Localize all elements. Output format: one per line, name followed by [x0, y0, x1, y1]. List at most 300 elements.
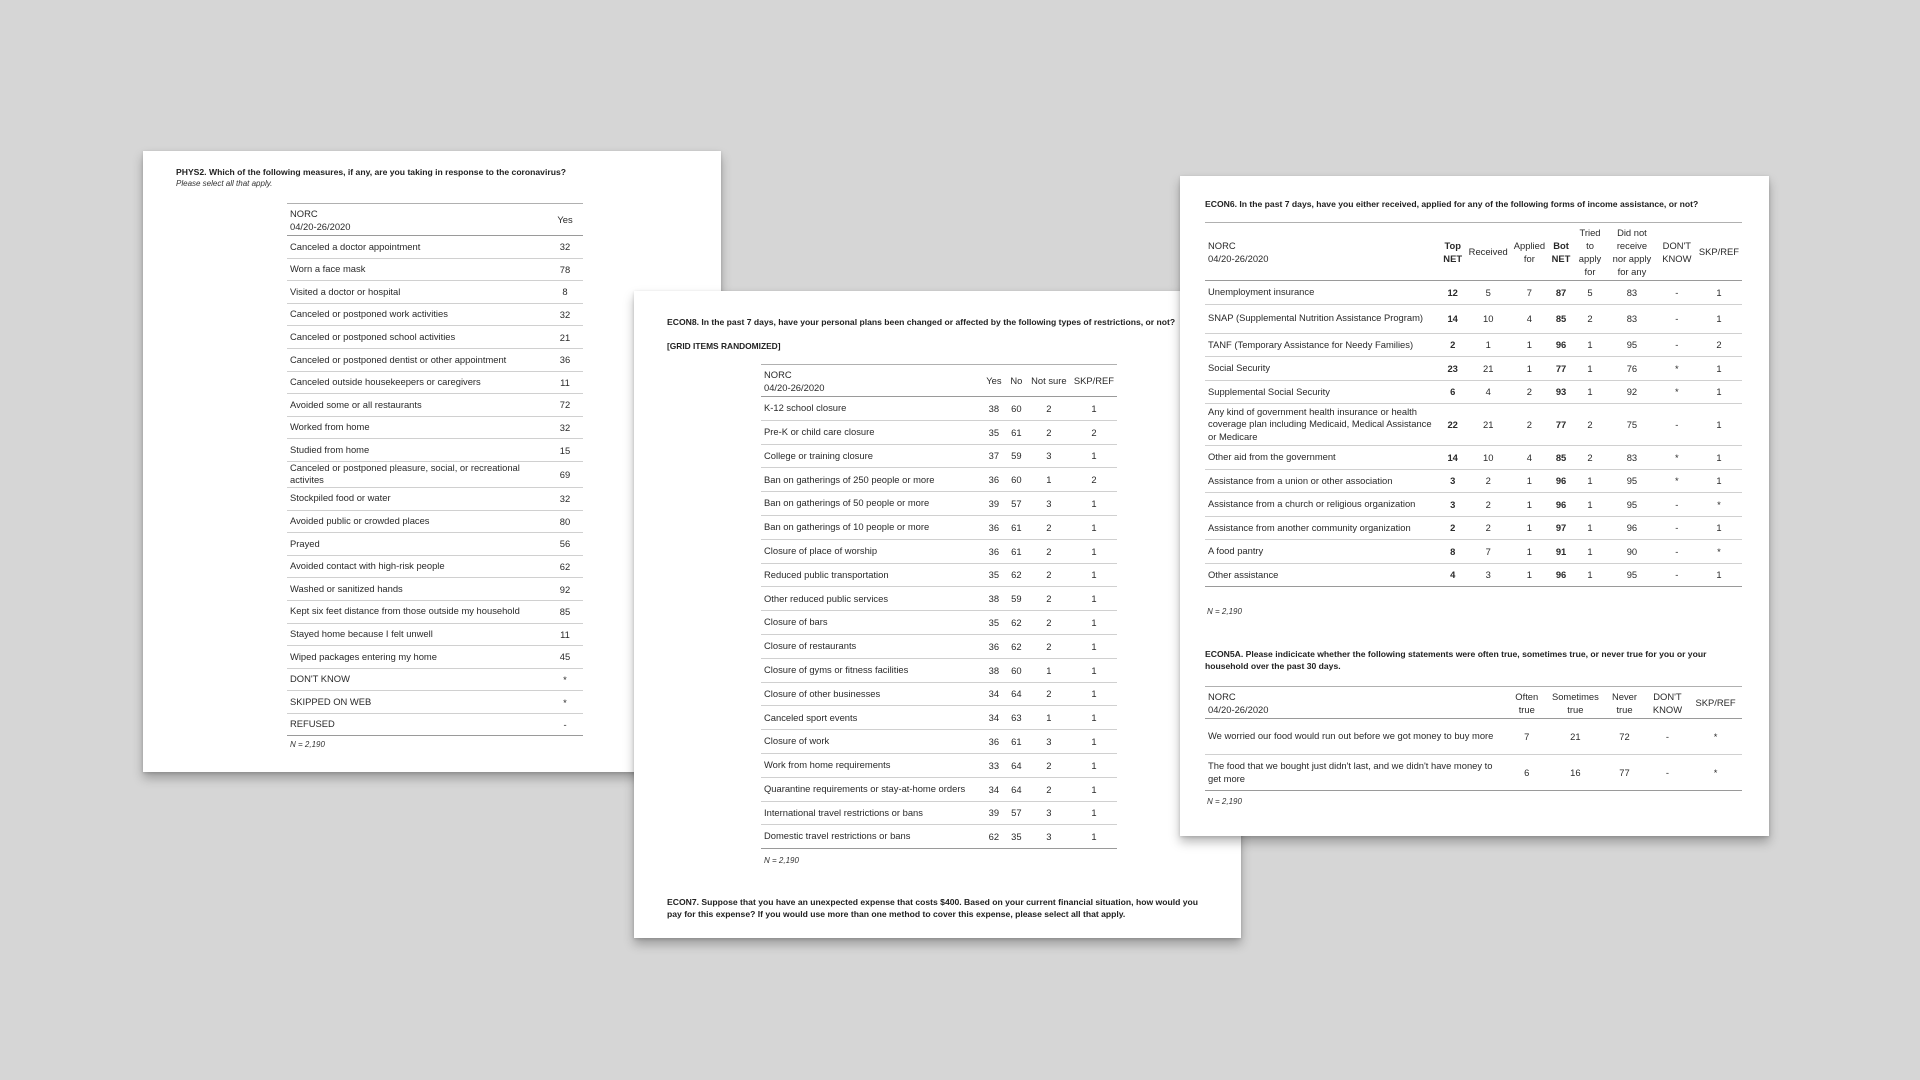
row-label: REFUSED [290, 718, 335, 730]
cell-value: 22 [1447, 419, 1458, 430]
sample-size-note: N = 2,190 [1207, 607, 1242, 616]
cell-value: 1 [1587, 522, 1593, 534]
cell-value: 2 [1046, 521, 1052, 533]
row-label: Any kind of government health insurance or health coverage plan including Medicaid, Medical Assistance or Medicare [1208, 405, 1432, 442]
cell-value: 96 [1555, 475, 1567, 487]
row-label: Pre-K or child care closure [764, 425, 875, 437]
cell-value: 62 [1011, 640, 1022, 652]
table-row [287, 236, 583, 259]
cell-value: 36 [559, 354, 571, 366]
row-label: Canceled or postponed school activities [290, 330, 456, 342]
header-date: 04/20-26/2020 [290, 220, 351, 232]
cell-value: 78 [559, 263, 571, 275]
econ5a-question-title: ECON5A. Please indicicate whether the following statements were often true, sometimes true, or never true for you or your household over the past 30 days. [1205, 649, 1707, 671]
cell-value: 1 [1587, 475, 1593, 487]
header-col: Received [1468, 246, 1508, 257]
cell-value: 1 [1091, 736, 1097, 748]
table-row [1205, 516, 1742, 540]
cell-value: 95 [1626, 569, 1638, 581]
table-row [1205, 446, 1742, 470]
cell-value: 61 [1011, 426, 1022, 438]
row-label: Other reduced public services [764, 592, 889, 604]
sample-size-note: N = 2,190 [290, 740, 325, 749]
cell-value: 11 [560, 628, 570, 640]
cell-value: 21 [559, 331, 571, 343]
table-row [761, 468, 1117, 492]
row-label: Canceled or postponed work activities [290, 308, 448, 320]
cell-value: 2 [1587, 451, 1593, 463]
table-row [287, 416, 583, 439]
header-col: Not sure [1031, 375, 1067, 386]
cell-value: - [1675, 313, 1679, 324]
cell-value: 76 [1626, 362, 1638, 374]
row-label: Quarantine requirements or stay-at-home orders [764, 782, 966, 794]
cell-value: 3 [1046, 498, 1052, 510]
table-row [1205, 357, 1742, 381]
cell-value: 87 [1555, 286, 1567, 298]
table-row [287, 578, 583, 601]
row-label: Ban on gatherings of 10 people or more [764, 521, 930, 533]
header-col: Bot NET [1551, 239, 1571, 264]
header-org: NORC [1208, 690, 1236, 702]
cell-value: 1 [1091, 831, 1097, 843]
cell-value: 59 [1011, 450, 1022, 462]
cell-value: 1 [1091, 498, 1097, 510]
cell-value: 92 [559, 583, 571, 595]
row-label: Ban on gatherings of 250 people or more [764, 473, 935, 485]
cell-value: - [1675, 545, 1679, 557]
cell-value: - [1675, 498, 1679, 510]
table-row [287, 281, 583, 304]
cell-value: 2 [1046, 426, 1052, 438]
table-row [761, 730, 1117, 754]
cell-value: * [1675, 386, 1679, 398]
row-label: College or training closure [764, 449, 873, 461]
cell-value: * [1713, 767, 1718, 778]
cell-value: 38 [988, 402, 1000, 414]
table-row [761, 634, 1117, 658]
cell-value: 1 [1091, 807, 1097, 819]
row-label: Domestic travel restrictions or bans [764, 830, 911, 842]
table-row [761, 492, 1117, 516]
cell-value: 2 [1091, 426, 1097, 438]
cell-value: 96 [1555, 339, 1567, 351]
cell-value: 2 [1046, 640, 1052, 652]
cell-value: 1 [1046, 474, 1052, 486]
table-row [287, 555, 583, 578]
document-page-econ8 [634, 291, 1241, 938]
question-title: PHYS2. Which of the following measures, if any, are you taking in response to the coronavirus? [176, 167, 566, 177]
table-row [761, 587, 1117, 611]
header-col: Applied for [1513, 239, 1546, 264]
cell-value: 2 [1046, 759, 1052, 771]
cell-value: * [1675, 451, 1679, 463]
cell-value: 83 [1626, 286, 1638, 298]
cell-value: 36 [988, 545, 1000, 557]
cell-value: 2 [1046, 783, 1052, 795]
econ5a-table [1205, 686, 1742, 791]
cell-value: 92 [1626, 386, 1638, 398]
header-date: 04/20-26/2020 [1208, 252, 1269, 264]
cell-value: 21 [1570, 731, 1581, 742]
cell-value: 35 [988, 617, 1000, 629]
table-row [287, 623, 583, 646]
cell-value: 62 [988, 831, 1000, 843]
row-label: Canceled or postponed dentist or other appointment [290, 353, 507, 365]
cell-value: 2 [1046, 593, 1052, 605]
cell-value: 2 [1526, 419, 1533, 430]
cell-value: 1 [1091, 521, 1097, 533]
cell-value: 61 [1011, 736, 1022, 748]
cell-value: 93 [1555, 386, 1567, 398]
header-date: 04/20-26/2020 [764, 381, 825, 393]
row-label: Assistance from another community organization [1208, 521, 1411, 533]
phys2-table [287, 203, 583, 736]
cell-value: 1 [1091, 402, 1097, 414]
cell-value: 34 [988, 688, 1000, 700]
header-col: SKP/REF [1698, 246, 1739, 257]
cell-value: 2 [1046, 617, 1052, 629]
header-col: SKP/REF [1695, 697, 1736, 708]
table-row [761, 397, 1117, 421]
cell-value: 85 [1555, 313, 1567, 324]
cell-value: 1 [1091, 783, 1097, 795]
cell-value: 4 [1485, 386, 1491, 398]
cell-value: 96 [1555, 569, 1567, 581]
table-row [287, 371, 583, 394]
row-label: Stayed home because I felt unwell [290, 628, 433, 640]
cell-value: 1 [1091, 545, 1097, 557]
cell-value: 2 [1485, 475, 1491, 487]
econ5a-sample-size-note: N = 2,190 [1207, 797, 1242, 806]
table-row [1205, 404, 1742, 446]
cell-value: 6 [1524, 767, 1530, 778]
table-row [1205, 380, 1742, 404]
cell-value: 95 [1626, 475, 1638, 487]
row-label: A food pantry [1208, 545, 1264, 556]
cell-value: - [1675, 339, 1679, 351]
cell-value: 11 [560, 376, 570, 388]
cell-value: 1 [1526, 522, 1533, 534]
table-row [1205, 493, 1742, 517]
row-label: Closure of place of worship [764, 544, 878, 556]
cell-value: * [1717, 498, 1721, 510]
cell-value: 56 [559, 538, 571, 550]
table-row [287, 646, 583, 669]
cell-value: 16 [1570, 767, 1581, 778]
row-label: Canceled a doctor appointment [290, 240, 421, 252]
cell-value: 4 [1450, 569, 1456, 581]
cell-value: * [1717, 545, 1721, 557]
cell-value: 8 [562, 286, 568, 298]
cell-value: 3 [1046, 736, 1052, 748]
cell-value: 64 [1011, 759, 1022, 771]
table-row [761, 563, 1117, 587]
cell-value: * [1713, 731, 1718, 742]
table-row [287, 439, 583, 462]
cell-value: 36 [988, 640, 1000, 652]
cell-value: * [563, 696, 567, 708]
cell-value: 2 [1046, 569, 1052, 581]
cell-value: 57 [1011, 498, 1022, 510]
row-label: Closure of work [764, 735, 830, 747]
row-label: Closure of gyms or fitness facilities [764, 663, 909, 675]
cell-value: 59 [1011, 593, 1022, 605]
row-label: Stockpiled food or water [290, 492, 391, 504]
cell-value: 60 [1011, 402, 1022, 414]
cell-value: - [1675, 569, 1679, 581]
table-row [287, 691, 583, 714]
cell-value: 1 [1526, 475, 1533, 487]
cell-value: * [1675, 475, 1679, 487]
next-question-title: ECON7. Suppose that you have an unexpected expense that costs $400. Based on your current financial situation, how would you pay for this expense? If you would use more than one method to cover this expense, please select all that apply. [667, 897, 1199, 919]
cell-value: * [1675, 362, 1679, 374]
cell-value: 2 [1046, 402, 1052, 414]
table-row [1205, 563, 1742, 587]
table-row [287, 510, 583, 533]
row-label: Washed or sanitized hands [290, 582, 403, 594]
row-label: Ban on gatherings of 50 people or more [764, 497, 930, 509]
cell-value: 3 [1046, 450, 1052, 462]
cell-value: - [1675, 419, 1679, 430]
cell-value: 1 [1526, 569, 1533, 581]
cell-value: 1 [1091, 712, 1097, 724]
cell-value: 77 [1555, 362, 1567, 374]
econ8-table [761, 364, 1117, 849]
cell-value: 1 [1046, 712, 1052, 724]
row-label: Reduced public transportation [764, 568, 889, 580]
row-label: We worried our food would run out before we got money to buy more [1208, 730, 1494, 742]
table-row [761, 444, 1117, 468]
table-row [287, 533, 583, 556]
header-col: Yes [986, 375, 1002, 386]
table-row [287, 461, 583, 487]
cell-value: 2 [1587, 313, 1593, 324]
row-label: Visited a doctor or hospital [290, 285, 401, 297]
cell-value: 2 [1091, 474, 1097, 486]
table-row [287, 713, 583, 736]
cell-value: 6 [1450, 386, 1456, 398]
row-label: Avoided contact with high-risk people [290, 560, 445, 572]
cell-value: * [563, 673, 567, 685]
row-label: Assistance from a church or religious organization [1208, 498, 1416, 509]
cell-value: 1 [1716, 419, 1722, 430]
cell-value: 1 [1716, 313, 1722, 324]
cell-value: 69 [559, 468, 571, 480]
cell-value: 7 [1485, 545, 1491, 557]
cell-value: - [1665, 731, 1670, 742]
cell-value: 33 [988, 759, 1000, 771]
cell-value: 12 [1447, 286, 1458, 298]
cell-value: 1 [1526, 339, 1533, 351]
cell-value: 1 [1091, 450, 1097, 462]
row-label: The food that we bought just didn't last, and we didn't have money to get more [1208, 760, 1493, 784]
cell-value: 7 [1526, 286, 1533, 298]
cell-value: 1 [1526, 498, 1533, 510]
table-header-row [761, 365, 1117, 397]
cell-value: 1 [1587, 362, 1593, 374]
table-row [761, 658, 1117, 682]
row-label: Worked from home [290, 421, 370, 433]
cell-value: 14 [1447, 451, 1458, 463]
cell-value: 23 [1447, 362, 1458, 374]
row-label: SKIPPED ON WEB [290, 695, 372, 707]
cell-value: 14 [1447, 313, 1458, 324]
row-label: Closure of restaurants [764, 640, 857, 652]
cell-value: 64 [1011, 783, 1022, 795]
table-row [287, 348, 583, 371]
cell-value: 1 [1587, 569, 1593, 581]
cell-value: 2 [1485, 498, 1491, 510]
cell-value: 37 [988, 450, 1000, 462]
header-col: Sometimes true [1551, 690, 1599, 715]
row-label: Other aid from the government [1208, 451, 1336, 462]
cell-value: 39 [988, 498, 1000, 510]
question-title: ECON6. In the past 7 days, have you either received, applied for any of the following forms of income assistance, or not? [1205, 199, 1699, 209]
cell-value: 1 [1716, 451, 1722, 463]
cell-value: 64 [1011, 688, 1022, 700]
cell-value: 10 [1483, 313, 1494, 324]
cell-value: 95 [1626, 339, 1638, 351]
header-org: NORC [764, 368, 792, 380]
cell-value: 2 [1046, 688, 1052, 700]
table-row [761, 611, 1117, 635]
row-label: DON'T KNOW [290, 673, 350, 685]
cell-value: 75 [1626, 419, 1638, 430]
cell-value: 3 [1485, 569, 1491, 581]
cell-value: 39 [988, 807, 1000, 819]
header-org: NORC [1208, 239, 1236, 251]
header-col: Often true [1515, 690, 1539, 715]
cell-value: - [563, 719, 567, 731]
cell-value: 60 [1011, 474, 1022, 486]
row-label: Other assistance [1208, 568, 1279, 580]
table-row [761, 777, 1117, 801]
cell-value: 1 [1046, 664, 1052, 676]
question-instruction: Please select all that apply. [176, 179, 273, 188]
cell-value: 2 [1526, 386, 1533, 398]
cell-value: 1 [1587, 498, 1593, 510]
cell-value: 15 [559, 444, 571, 456]
table-row [287, 303, 583, 326]
econ6-table [1205, 222, 1742, 587]
table-row [1205, 304, 1742, 333]
cell-value: 61 [1011, 545, 1022, 557]
header-col: Top NET [1443, 239, 1463, 264]
cell-value: 1 [1716, 475, 1722, 487]
cell-value: 38 [988, 664, 1000, 676]
row-label: Supplemental Social Security [1208, 385, 1330, 397]
cell-value: 4 [1526, 451, 1533, 463]
cell-value: 2 [1046, 545, 1052, 557]
cell-value: - [1675, 522, 1679, 534]
row-label: Studied from home [290, 443, 370, 455]
cell-value: 3 [1450, 475, 1456, 487]
row-label: K-12 school closure [764, 402, 847, 414]
header-col: No [1010, 375, 1023, 386]
cell-value: 1 [1485, 339, 1491, 351]
cell-value: 1 [1091, 593, 1097, 605]
cell-value: 2 [1587, 419, 1593, 430]
table-row [287, 258, 583, 281]
cell-value: 45 [559, 651, 571, 663]
header-col: Did not receive nor apply for any [1612, 226, 1652, 277]
question-title: ECON8. In the past 7 days, have your personal plans been changed or affected by the following types of restrictions, or not? [667, 317, 1176, 327]
table-row [287, 668, 583, 691]
cell-value: 21 [1483, 419, 1494, 430]
cell-value: 1 [1091, 664, 1097, 676]
cell-value: 96 [1555, 498, 1567, 510]
table-row [761, 539, 1117, 563]
cell-value: 1 [1716, 569, 1722, 581]
grid-randomized-note: [GRID ITEMS RANDOMIZED] [667, 341, 781, 351]
row-label: Canceled or postponed pleasure, social, or recreational activites [290, 461, 520, 486]
table-row [761, 706, 1117, 730]
cell-value: 32 [559, 493, 571, 505]
cell-value: 36 [988, 736, 1000, 748]
cell-value: 83 [1626, 451, 1638, 463]
cell-value: 63 [1011, 712, 1022, 724]
table-row [761, 682, 1117, 706]
header-col: SKP/REF [1073, 375, 1114, 386]
cell-value: 1 [1587, 545, 1593, 557]
row-label: Unemployment insurance [1208, 286, 1315, 297]
header-col: DON'T KNOW [1652, 690, 1683, 715]
cell-value: 85 [1555, 451, 1567, 463]
header-col: DON'T KNOW [1662, 239, 1692, 264]
cell-value: 35 [988, 426, 1000, 438]
cell-value: 95 [1626, 498, 1638, 510]
table-header-row [1205, 687, 1742, 719]
header-org: NORC [290, 207, 318, 219]
table-row [287, 394, 583, 417]
table-row [1205, 281, 1742, 305]
cell-value: 10 [1483, 451, 1494, 463]
cell-value: 34 [988, 783, 1000, 795]
row-label: Avoided public or crowded places [290, 515, 430, 527]
cell-value: 90 [1626, 545, 1638, 557]
cell-value: 2 [1716, 339, 1722, 351]
cell-value: 1 [1716, 522, 1722, 534]
cell-value: 1 [1716, 362, 1722, 374]
row-label: Assistance from a union or other association [1208, 474, 1393, 486]
cell-value: 4 [1526, 313, 1533, 324]
cell-value: 3 [1046, 831, 1052, 843]
cell-value: 3 [1450, 498, 1456, 510]
cell-value: 77 [1619, 767, 1630, 778]
cell-value: 77 [1555, 419, 1567, 430]
document-page-econ6 [1180, 176, 1769, 836]
row-label: TANF (Temporary Assistance for Needy Families) [1208, 338, 1414, 350]
table-row [1205, 469, 1742, 493]
cell-value: 32 [559, 241, 571, 253]
cell-value: 5 [1485, 286, 1491, 298]
row-label: Worn a face mask [290, 263, 366, 275]
cell-value: 1 [1526, 362, 1533, 374]
cell-value: 1 [1716, 386, 1722, 398]
cell-value: 1 [1091, 688, 1097, 700]
cell-value: 1 [1091, 759, 1097, 771]
table-row [761, 801, 1117, 825]
table-row [761, 515, 1117, 539]
table-row [1205, 755, 1742, 791]
cell-value: 21 [1483, 362, 1494, 374]
cell-value: 61 [1011, 521, 1022, 533]
cell-value: 57 [1011, 807, 1022, 819]
table-header-row [287, 204, 583, 236]
row-label: Canceled outside housekeepers or caregivers [290, 376, 481, 388]
row-label: International travel restrictions or bans [764, 806, 923, 818]
